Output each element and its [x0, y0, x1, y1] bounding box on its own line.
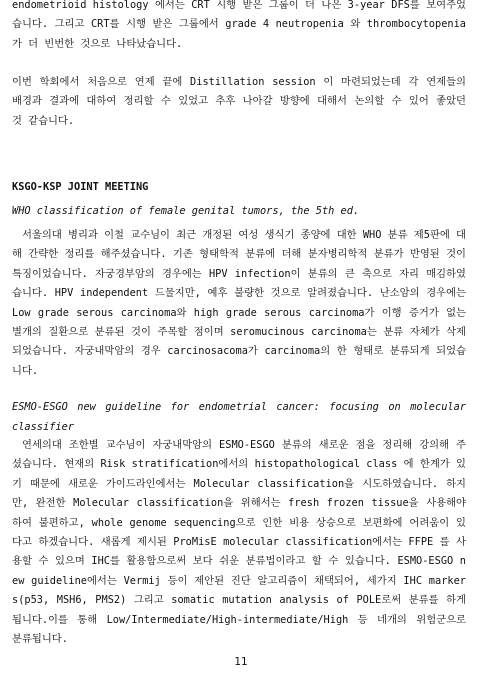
- intro-continuation-paragraph: endometrioid histology 에서는 CRT 시행 받은 그룹이 더 나은 3-year DFS를 보여주었습니다. 그리고 CRT를 시행 받은 그룹에서 grade 4 neutropenia 와 thrombocytopenia 가 더 빈번한 것으로 나타났습니다.: [12, 0, 466, 50]
- section-heading-joint-meeting: KSGO-KSP JOINT MEETING: [12, 181, 149, 193]
- joint-meeting-body-paragraph: 서울의대 병리과 이철 교수님이 최근 개정된 여성 생식기 종양에 대한 WHO 분류 제5판에 대해 간략한 정리를 해주셨습니다. 기존 형태학적 분류에 더해 분자병리학적 분류가 반영된 것이 특징이었습니다. 자궁경부암의 경우에는 HPV infection이 분류의 큰 축으로 자리 매김하였습니다. HPV independent 드물지만, 예후 불량한 것으로 알려졌습니다. 난소암의 경우에는 Low grade serous carcinoma와 high grade serous carcinoma가 이행 증거가 없는 별개의 질환으로 분류된 것이 주목할 점이며 seromucinous carcinoma는 분류 자체가 삭제 되었습니다. 자궁내막암의 경우 carcinosacoma가 carcinoma의 한 형태로 분류되게 되었습니다.: [12, 229, 466, 377]
- esmo-body-paragraph: 연세의대 조한별 교수님이 자궁내막암의 ESMO-ESGO 분류의 새로운 점을 정리해 강의해 주셨습니다. 현재의 Risk stratification에서의 histopathological class 에 한계가 있기 때문에 새로운 가이드라인에서는 Molecular classification을 시도하였습니다. 하지만, 완전한 Molecular classification을 위해서는 fresh frozen tissue을 사용해야 하여 불편하고, whole genome sequencing으로 인한 비용 상승으로 보편화에 어려움이 있다고 하겠습니다. 새롭게 제시된 ProMisE molecular classification에서는 FFPE 를 사용할 수 있으며 IHC를 활용함으로써 보다 쉬운 분류법이라고 할 수 있습니다. ESMO-ESGO new guideline에서는 Vermij 등이 제안된 진단 알고리즘이 채택되어, 세가지 IHC markers(p53, MSH6, PMS2) 그리고 somatic mutation analysis of POLE로써 분류를 하게 됩니다.이를 통해 Low/Intermediate/High-intermediate/High 등 네개의 위험군으로 분류됩니다.: [12, 439, 466, 646]
- summary-paragraph: 이번 학회에서 처음으로 연제 끝에 Distillation session 이 마련되었는데 각 연제들의 배경과 결과에 대하여 정리할 수 있었고 추후 나아갈 방향에 대해서 논의할 수 있어 좋았던 것 같습니다.: [12, 76, 466, 127]
- section-subtitle-esmo-guideline: ESMO-ESGO new guideline for endometrial cancer: focusing on molecular classifier: [12, 401, 466, 433]
- section-subtitle-who-classification: WHO classification of female genital tumors, the 5th ed.: [12, 205, 360, 217]
- page-number: 11: [234, 656, 248, 668]
